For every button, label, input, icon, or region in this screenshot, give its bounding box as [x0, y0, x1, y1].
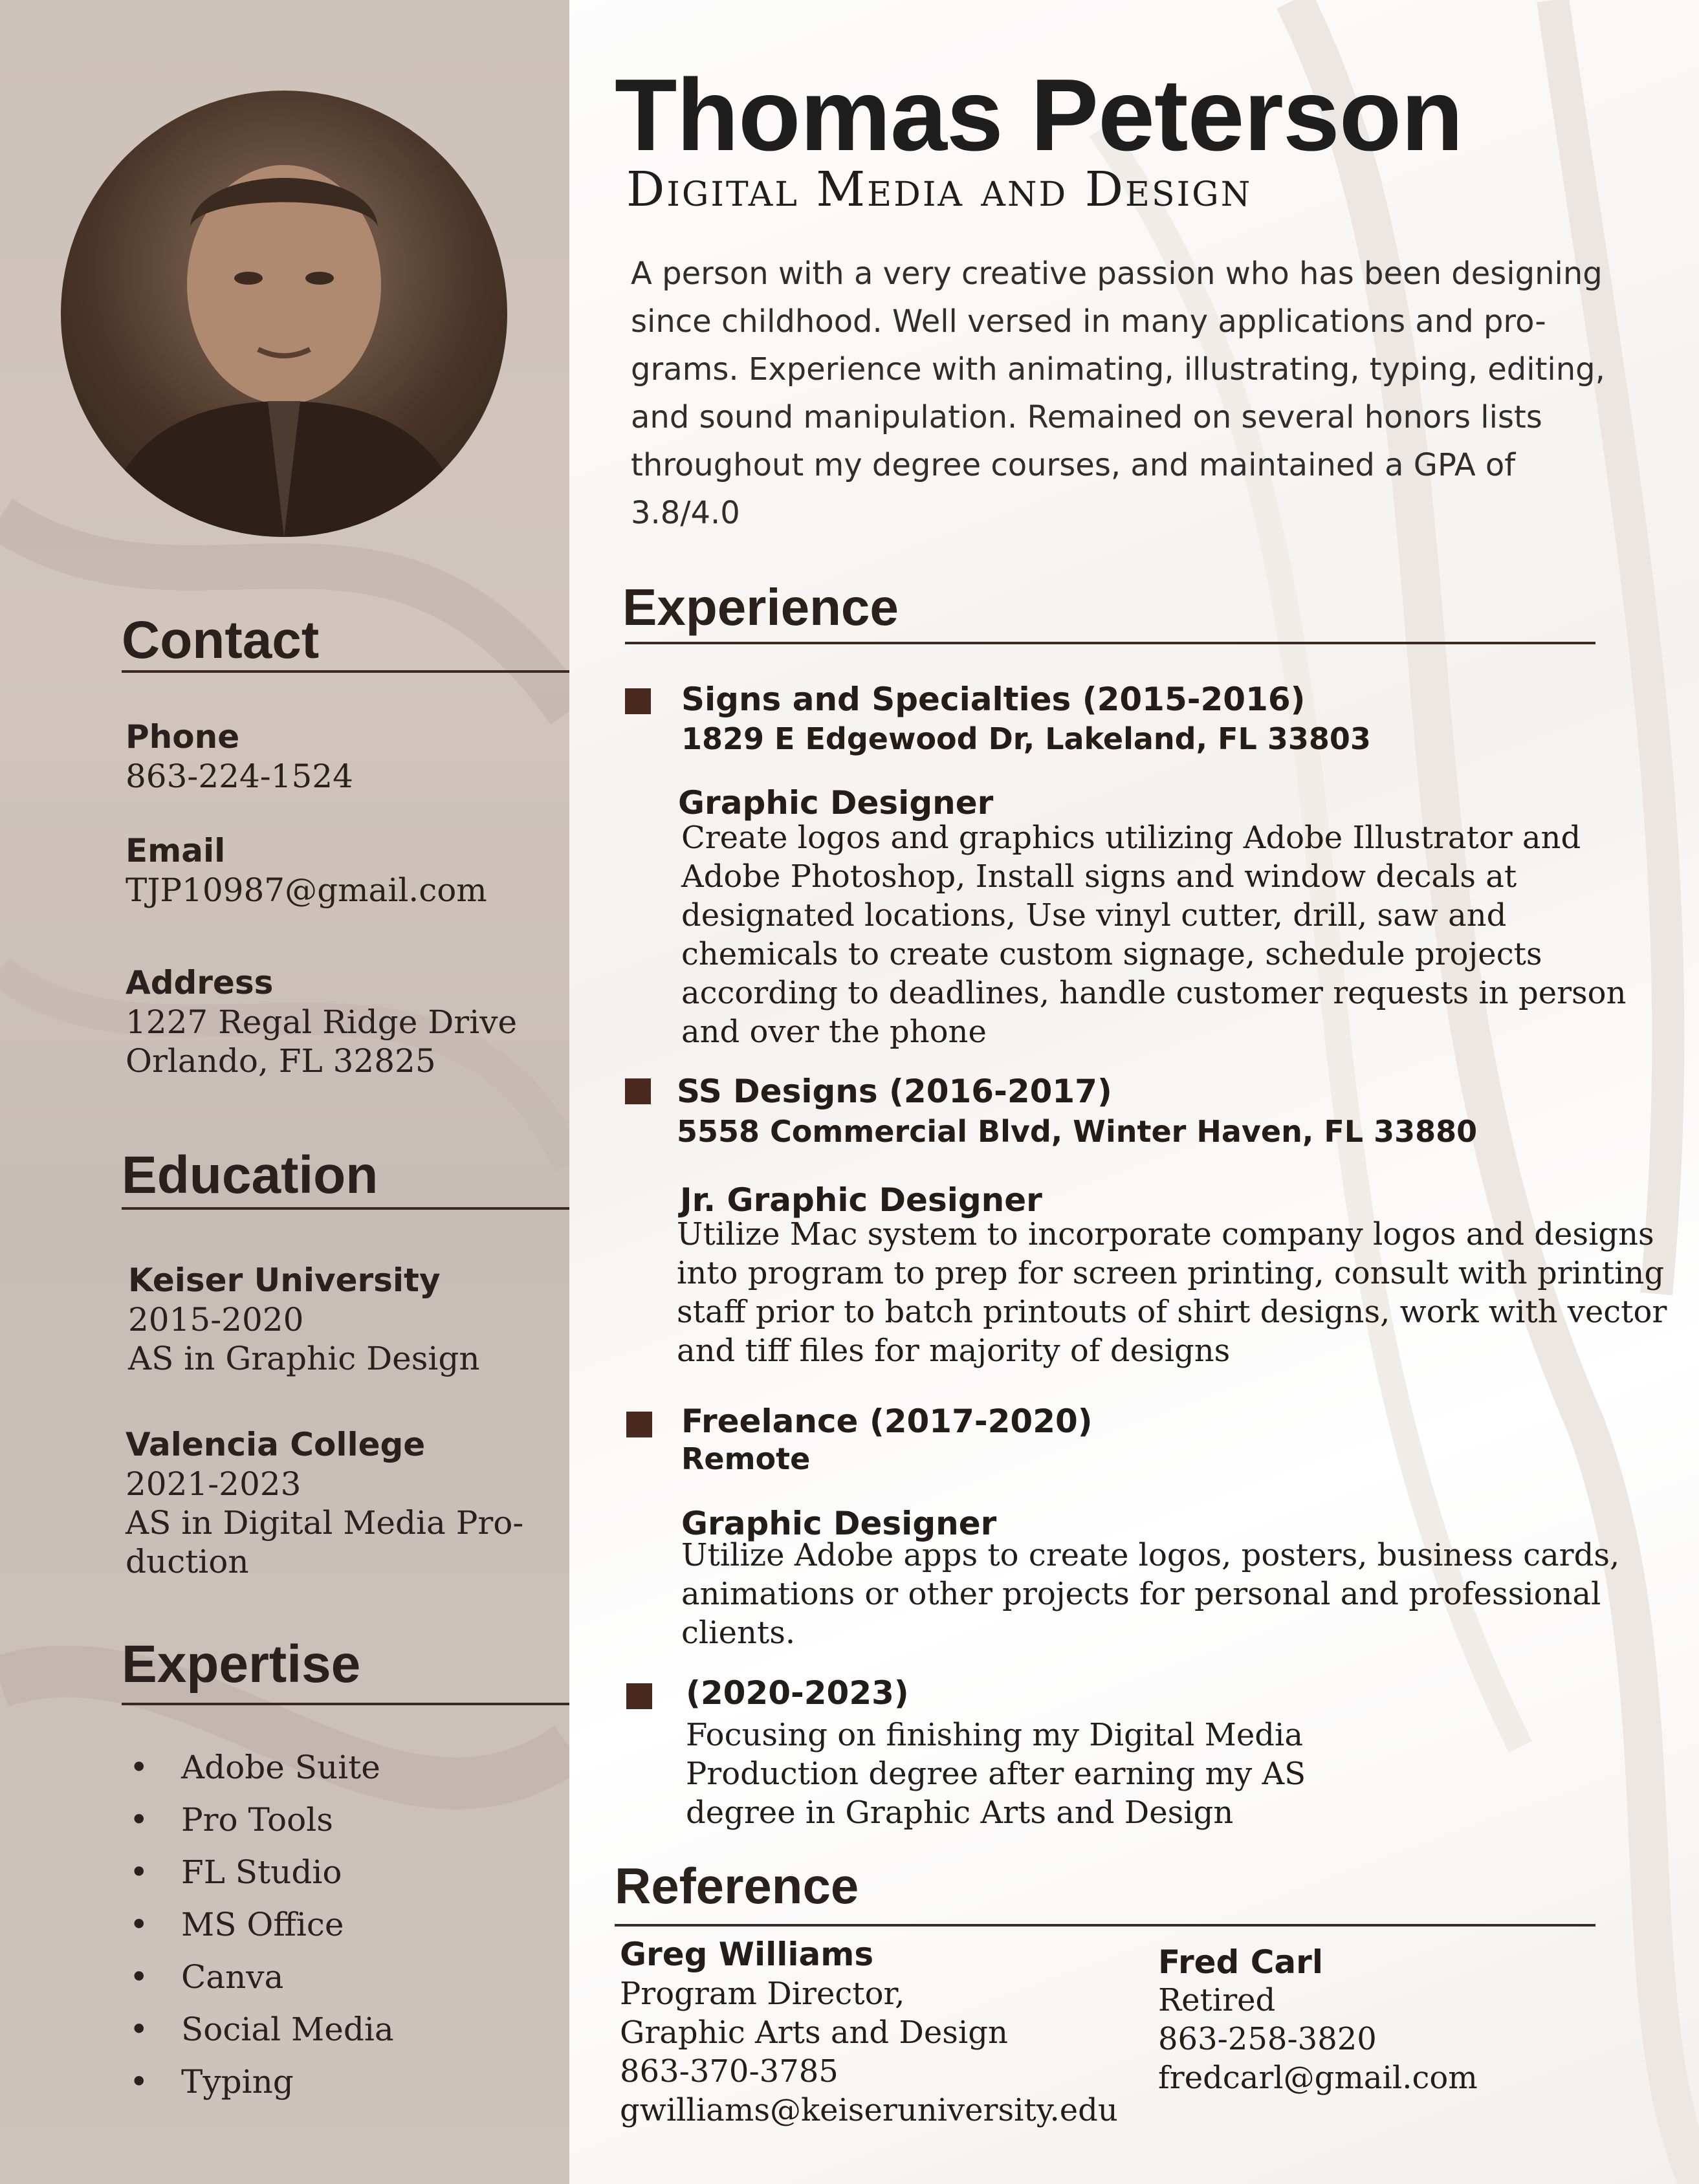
reference-details — [1158, 1981, 1478, 2097]
reference-detail-line: 863-258-3820 — [1158, 2021, 1377, 2057]
reference-heading: Reference — [615, 1857, 859, 1914]
job-description-line: and over the phone — [681, 1014, 987, 1050]
job-description — [677, 1215, 1667, 1370]
job-bullet-square — [625, 688, 651, 714]
reference-detail-line: Program Director, — [620, 1976, 905, 2012]
job-company: Freelance (2017-2020) — [681, 1403, 1093, 1440]
summary-line: and sound manipulation. Remained on several honors lists — [631, 399, 1542, 435]
job-company: SS Designs (2016-2017) — [677, 1073, 1112, 1110]
job-description-line: according to deadlines, handle customer requests in person — [681, 975, 1627, 1011]
reference-divider — [615, 1924, 1595, 1927]
job-role: Jr. Graphic Designer — [680, 1181, 1042, 1219]
school-name: Valencia College — [126, 1426, 426, 1463]
job-description-line: Focusing on finishing my Digital Media — [686, 1717, 1303, 1753]
job-description — [686, 1716, 1306, 1832]
job-description-line: into program to prep for screen printing, consult with printing — [677, 1255, 1665, 1291]
job-bullet-square — [626, 1683, 652, 1709]
reference-detail-line: gwilliams@keiseruniversity.edu — [620, 2092, 1118, 2128]
person-name: Thomas Peterson — [615, 58, 1463, 172]
summary-line: 3.8/4.0 — [631, 495, 740, 531]
person-portrait-icon — [61, 91, 507, 537]
reference-detail-line: Retired — [1158, 1982, 1276, 2018]
reference-detail-line: Graphic Arts and Design — [620, 2015, 1008, 2051]
skill-item: • Typing — [129, 2062, 394, 2115]
school-degree: AS in Digital Media Pro- — [126, 1504, 524, 1542]
job-description-line: staff prior to batch printouts of shirt designs, work with vector — [677, 1294, 1667, 1330]
reference-detail-line: 863-370-3785 — [620, 2053, 839, 2090]
education-divider — [122, 1207, 569, 1210]
address-line-1: 1227 Regal Ridge Drive — [126, 1003, 518, 1041]
job-title-subtitle: Digital Media and Design — [626, 162, 1253, 217]
expertise-heading: Expertise — [122, 1635, 361, 1694]
address-line-2: Orlando, FL 32825 — [126, 1042, 436, 1080]
reference-detail-line: fredcarl@gmail.com — [1158, 2060, 1478, 2096]
summary-line: grams. Experience with animating, illustrating, typing, editing, — [631, 351, 1605, 388]
experience-divider — [625, 642, 1595, 644]
job-bullet-square — [625, 1078, 651, 1104]
profile-photo — [61, 91, 507, 537]
job-address: 1829 E Edgewood Dr, Lakeland, FL 33803 — [681, 721, 1371, 756]
job-role: Graphic Designer — [678, 784, 994, 822]
contact-heading: Contact — [122, 611, 320, 670]
job-description-line: clients. — [681, 1615, 796, 1651]
job-description-line: and tiff files for majority of designs — [677, 1333, 1231, 1369]
summary-line: throughout my degree courses, and maintained a GPA of — [631, 447, 1516, 483]
school-years: 2015-2020 — [128, 1301, 304, 1338]
job-address: Remote — [681, 1441, 811, 1476]
skill-item: • Social Media — [129, 2010, 394, 2062]
reference-name: Fred Carl — [1158, 1943, 1323, 1981]
job-description-line: Utilize Mac system to incorporate company logos and designs — [677, 1216, 1654, 1252]
job-bullet-square — [626, 1412, 652, 1437]
school-degree: AS in Graphic Design — [128, 1340, 480, 1377]
education-heading: Education — [122, 1146, 378, 1205]
phone-label: Phone — [126, 718, 240, 756]
skills-list — [129, 1748, 394, 2115]
job-description-line: Adobe Photoshop, Install signs and window decals at — [681, 858, 1517, 895]
address-label: Address — [126, 964, 274, 1001]
job-description-line: chemicals to create custom signage, schedule projects — [681, 936, 1542, 972]
school-years: 2021-2023 — [126, 1465, 301, 1503]
job-description-line: animations or other projects for personal and professional — [681, 1576, 1601, 1612]
job-description-line: Production degree after earning my AS — [686, 1756, 1306, 1792]
job-description-line: degree in Graphic Arts and Design — [686, 1795, 1234, 1831]
school-degree: duction — [126, 1543, 249, 1580]
job-description-line: Utilize Adobe apps to create logos, posters, business cards, — [681, 1537, 1620, 1573]
job-description-line: Create logos and graphics utilizing Adobe Illustrator and — [681, 820, 1581, 856]
school-name: Keiser University — [128, 1261, 441, 1299]
summary-line: since childhood. Well versed in many applications and pro- — [631, 303, 1546, 340]
email-value: TJP10987@gmail.com — [126, 871, 487, 909]
expertise-divider — [122, 1703, 569, 1705]
job-company: (2020-2023) — [686, 1674, 909, 1712]
skill-item: • Adobe Suite — [129, 1748, 394, 1800]
profile-summary — [631, 250, 1605, 537]
reference-name: Greg Williams — [620, 1936, 874, 1973]
skill-item: • Canva — [129, 1958, 394, 2010]
job-description — [681, 818, 1626, 1051]
job-address: 5558 Commercial Blvd, Winter Haven, FL 33880 — [677, 1114, 1478, 1149]
contact-divider — [122, 670, 569, 673]
skill-item: • MS Office — [129, 1905, 394, 1958]
email-label: Email — [126, 832, 226, 869]
reference-details — [620, 1974, 1118, 2130]
skill-item: • Pro Tools — [129, 1800, 394, 1853]
job-description-line: designated locations, Use vinyl cutter, drill, saw and — [681, 897, 1507, 934]
experience-heading: Experience — [622, 578, 899, 636]
summary-line: A person with a very creative passion who has been designing — [631, 256, 1603, 292]
skill-item: • FL Studio — [129, 1853, 394, 1905]
job-description — [681, 1536, 1619, 1652]
phone-value: 863-224-1524 — [126, 758, 353, 795]
job-company: Signs and Specialties (2015-2016) — [681, 681, 1306, 718]
job-role: Graphic Designer — [681, 1505, 997, 1542]
